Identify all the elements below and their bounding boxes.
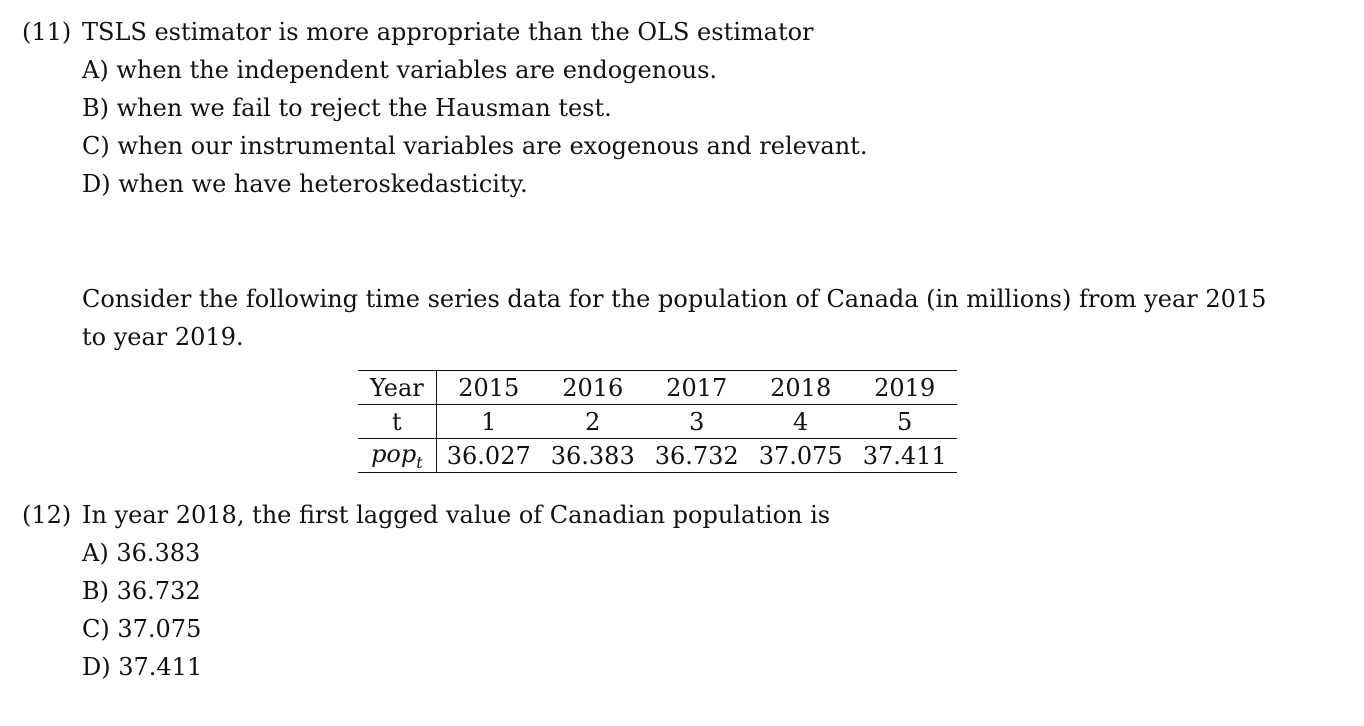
question-12-number: (12) (22, 501, 72, 529)
table-row-t (358, 405, 957, 439)
question-12-option-d: D) 37.411 (82, 653, 203, 681)
question-12-text: In year 2018, the first lagged value of Canadian population is (82, 501, 831, 529)
question-11-option-c: C) when our instrumental variables are exogenous and relevant. (82, 132, 868, 160)
context-paragraph: Consider the following time series data for the population of Canada (in millions) from year 2015 to year 2019. (82, 285, 1267, 351)
table-cell: 36.027 (436, 439, 540, 473)
question-12-option-a: A) 36.383 (82, 539, 201, 567)
table-cell: 5 (853, 405, 957, 439)
table-cell: 2 (541, 405, 645, 439)
table-row-year (358, 371, 957, 405)
table-cell: 1 (436, 405, 540, 439)
population-table (358, 370, 957, 473)
table-cell: 2015 (436, 371, 540, 405)
table-cell: 36.732 (645, 439, 749, 473)
question-11-option-d: D) when we have heteroskedasticity. (82, 170, 528, 198)
table-header-pop (358, 439, 436, 473)
table-cell: 3 (645, 405, 749, 439)
table-header-pop-sub: t (416, 452, 423, 472)
table-cell: 37.411 (853, 439, 957, 473)
table-row-pop (358, 439, 957, 473)
table-header-pop-main: pop (371, 439, 417, 468)
table-cell: 2018 (749, 371, 853, 405)
question-11-number: (11) (22, 18, 72, 46)
table-cell: 2017 (645, 371, 749, 405)
question-11-option-a: A) when the independent variables are endogenous. (82, 56, 718, 84)
table-cell: 4 (749, 405, 853, 439)
question-11-text: TSLS estimator is more appropriate than the OLS estimator (82, 18, 814, 46)
question-11-option-b: B) when we fail to reject the Hausman test. (82, 94, 612, 122)
table-cell: 2016 (541, 371, 645, 405)
question-12-option-c: C) 37.075 (82, 615, 202, 643)
table-cell: 2019 (853, 371, 957, 405)
table-header-t: t (358, 405, 436, 439)
table-header-year: Year (358, 371, 436, 405)
question-12-option-b: B) 36.732 (82, 577, 201, 605)
table-cell: 37.075 (749, 439, 853, 473)
table-cell: 36.383 (541, 439, 645, 473)
